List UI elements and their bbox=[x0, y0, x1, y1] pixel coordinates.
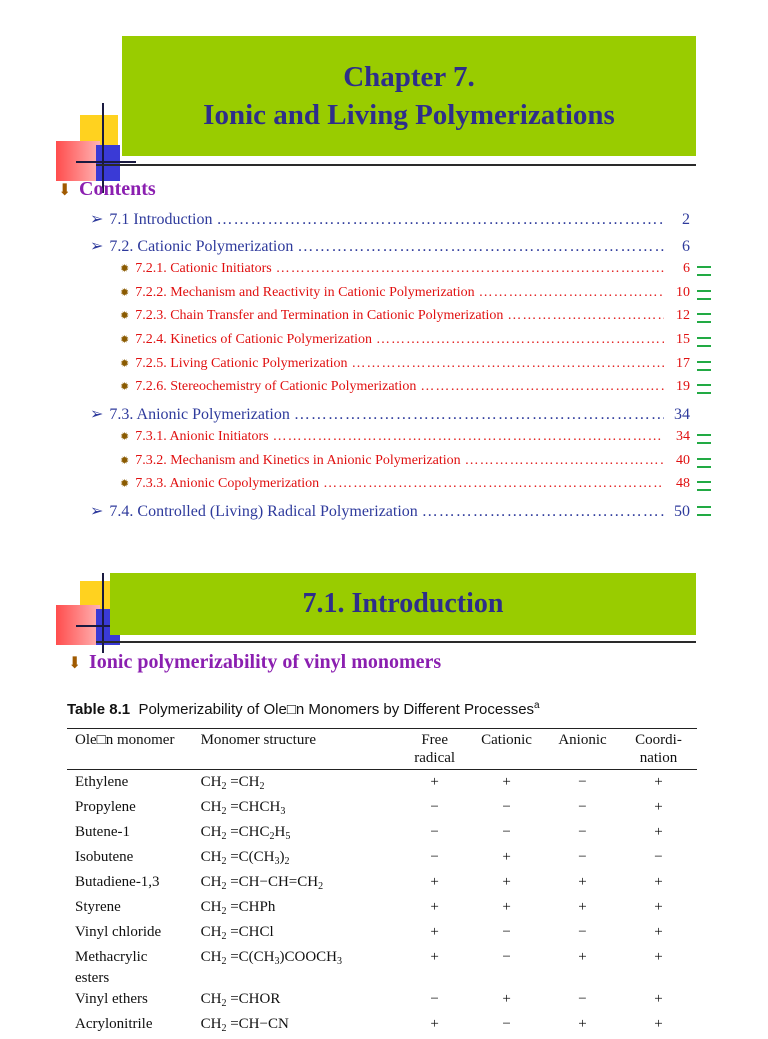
toc-subsection-item[interactable] bbox=[120, 476, 690, 492]
toc-subsection-item[interactable] bbox=[120, 379, 690, 395]
toc-item-page: 15 bbox=[676, 332, 690, 347]
cell-monomer: Butene-1 bbox=[75, 824, 130, 840]
cell-monomer: Propylene bbox=[75, 799, 136, 815]
cell-coordination: + bbox=[654, 1016, 663, 1032]
toc-item-label: 7.3.3. Anionic Copolymerization bbox=[135, 476, 320, 491]
cell-free-radical: + bbox=[430, 899, 439, 915]
toc-item-label: 7.2.3. Chain Transfer and Termination in Cationic Polymerization bbox=[135, 308, 504, 323]
toc-item-page: 19 bbox=[676, 379, 690, 394]
toc-leader-dots bbox=[376, 332, 664, 348]
arrow-down-bullet-icon: ⬇ bbox=[68, 655, 82, 672]
cell-structure bbox=[193, 1014, 402, 1039]
star-bullet-icon: ✹ bbox=[120, 287, 130, 299]
cell-coordination: + bbox=[654, 991, 663, 1007]
cell-structure bbox=[193, 797, 402, 822]
toc-subsection-item[interactable] bbox=[120, 356, 690, 372]
cell-anionic: − bbox=[578, 849, 587, 865]
hyperlink-icon[interactable] bbox=[697, 337, 711, 347]
cell-free-radical: + bbox=[430, 774, 439, 790]
monomer-formula: $CH_2 =CHC_2H_5$ bbox=[200, 824, 291, 842]
toc-subsection-item[interactable] bbox=[120, 429, 690, 445]
cell-anionic: + bbox=[578, 899, 587, 915]
cell-coordination: + bbox=[654, 799, 663, 815]
cell-anionic: + bbox=[578, 949, 587, 965]
hyperlink-icon[interactable] bbox=[697, 266, 711, 276]
cell-structure bbox=[193, 872, 402, 897]
section-title-banner: 7.1. Introduction bbox=[110, 573, 696, 635]
monomer-formula: $CH_2 =CH-CN$ bbox=[200, 1016, 289, 1034]
toc-leader-dots bbox=[479, 285, 664, 301]
toc-item-label: 7.2.2. Mechanism and Reactivity in Cationic Polymerization bbox=[135, 285, 475, 300]
polymerizability-table bbox=[67, 728, 697, 1039]
toc-leader-dots bbox=[420, 379, 664, 395]
toc-item-page: 2 bbox=[682, 211, 690, 228]
cell-cationic: + bbox=[502, 774, 511, 790]
cell-free-radical: − bbox=[430, 991, 439, 1007]
section-rule bbox=[96, 641, 696, 643]
cell-coordination: + bbox=[654, 774, 663, 790]
toc-section-item[interactable] bbox=[90, 209, 690, 229]
toc-item-label: 7.3.2. Mechanism and Kinetics in Anionic Polymerization bbox=[135, 453, 461, 468]
star-bullet-icon: ✹ bbox=[120, 263, 130, 275]
cell-free-radical: + bbox=[430, 949, 439, 965]
title-rule bbox=[96, 164, 696, 166]
monomer-formula: $CH_2$ $=CHCH_3$ bbox=[200, 799, 286, 817]
arrow-right-bullet-icon: ➢ bbox=[90, 211, 104, 228]
toc-leader-dots bbox=[465, 453, 664, 469]
star-bullet-icon: ✹ bbox=[120, 358, 130, 370]
star-bullet-icon: ✹ bbox=[120, 478, 130, 490]
hyperlink-icon[interactable] bbox=[697, 384, 711, 394]
monomer-formula: $CH_2 =CH-CH=CH_2$ bbox=[200, 874, 324, 892]
monomer-formula: $CH_2 =CH_2$ bbox=[200, 774, 265, 792]
cell-cationic: − bbox=[502, 924, 511, 940]
table-row bbox=[67, 872, 697, 897]
cell-structure bbox=[193, 822, 402, 847]
cell-anionic: − bbox=[578, 774, 587, 790]
cell-cationic: + bbox=[502, 874, 511, 890]
toc-leader-dots bbox=[297, 238, 664, 256]
toc-item-label: 7.3. Anionic Polymerization bbox=[109, 406, 290, 423]
cell-free-radical: − bbox=[430, 824, 439, 840]
cell-cationic: + bbox=[502, 899, 511, 915]
arrow-down-bullet-icon: ⬇ bbox=[58, 182, 72, 199]
toc-item-page: 34 bbox=[674, 406, 690, 423]
cell-coordination: + bbox=[654, 874, 663, 890]
cell-cationic: − bbox=[502, 799, 511, 815]
cell-structure bbox=[193, 947, 402, 989]
chapter-title: Chapter 7. bbox=[343, 61, 475, 93]
toc-item-label: 7.2.5. Living Cationic Polymerization bbox=[135, 356, 348, 371]
toc-item-page: 34 bbox=[676, 429, 690, 444]
toc-item-label: 7.1 Introduction bbox=[109, 211, 213, 228]
toc-leader-dots bbox=[352, 356, 664, 372]
monomer-formula: $CH_2$ =CHPh bbox=[200, 899, 276, 917]
toc-item-label: 7.3.1. Anionic Initiators bbox=[135, 429, 269, 444]
section-heading: ⬇ Ionic polymerizability of vinyl monomers bbox=[68, 651, 442, 673]
toc-section-item[interactable] bbox=[90, 404, 690, 424]
toc-item-page: 6 bbox=[682, 238, 690, 255]
cell-anionic: − bbox=[578, 991, 587, 1007]
cell-cationic: − bbox=[502, 949, 511, 965]
toc-leader-dots bbox=[294, 406, 664, 424]
table-row bbox=[67, 922, 697, 947]
cell-monomer: Ethylene bbox=[75, 774, 129, 790]
arrow-right-bullet-icon: ➢ bbox=[90, 503, 104, 520]
col-header-free-radical: Free radical bbox=[414, 732, 456, 766]
cell-free-radical: − bbox=[430, 799, 439, 815]
cell-monomer: Acrylonitrile bbox=[75, 1016, 153, 1032]
toc-item-label: 7.2.6. Stereochemistry of Cationic Polymerization bbox=[135, 379, 417, 394]
toc-item-label: 7.4. Controlled (Living) Radical Polymerization bbox=[109, 503, 418, 520]
toc-item-page: 50 bbox=[674, 503, 690, 520]
cell-monomer: Butadiene-1,3 bbox=[75, 874, 160, 890]
table-row bbox=[67, 947, 697, 989]
cell-anionic: − bbox=[578, 799, 587, 815]
hyperlink-icon[interactable] bbox=[697, 481, 711, 491]
cell-coordination: + bbox=[654, 899, 663, 915]
cell-anionic: + bbox=[578, 1016, 587, 1032]
col-header-anionic: Anionic bbox=[558, 732, 607, 748]
star-bullet-icon: ✹ bbox=[120, 381, 130, 393]
contents-heading: ⬇ Contents bbox=[58, 178, 156, 200]
cell-monomer: Isobutene bbox=[75, 849, 134, 865]
cell-cationic: + bbox=[502, 991, 511, 1007]
hyperlink-icon[interactable] bbox=[697, 458, 711, 468]
cell-monomer: Styrene bbox=[75, 899, 121, 915]
col-header-monomer: Ole□n monomer bbox=[75, 732, 175, 748]
toc-leader-dots bbox=[273, 429, 664, 445]
toc-subsection-item[interactable] bbox=[120, 453, 690, 469]
hyperlink-icon[interactable] bbox=[697, 361, 711, 371]
cell-structure bbox=[193, 922, 402, 947]
toc-leader-dots bbox=[217, 211, 665, 229]
star-bullet-icon: ✹ bbox=[120, 455, 130, 467]
toc-leader-dots bbox=[276, 261, 664, 277]
table-row bbox=[67, 1014, 697, 1039]
arrow-right-bullet-icon: ➢ bbox=[90, 406, 104, 423]
cell-structure bbox=[193, 897, 402, 922]
cell-cationic: − bbox=[502, 824, 511, 840]
cell-coordination: + bbox=[654, 949, 663, 965]
chapter-subtitle: Ionic and Living Polymerizations bbox=[203, 99, 615, 131]
toc-subsection-item[interactable] bbox=[120, 285, 690, 301]
monomer-formula: $CH_2$ $=C(CH_3)COOCH_3$ bbox=[200, 949, 342, 967]
cell-free-radical: + bbox=[430, 874, 439, 890]
monomer-formula: $CH_2$ =CHOR bbox=[200, 991, 281, 1009]
cell-free-radical: − bbox=[430, 849, 439, 865]
table-row bbox=[67, 847, 697, 872]
hyperlink-icon[interactable] bbox=[697, 434, 711, 444]
table-caption: Table 8.1 Polymerizability of Ole□n Monomers by Different Processes$^a$ bbox=[67, 700, 540, 718]
cell-coordination: + bbox=[654, 824, 663, 840]
hyperlink-icon[interactable] bbox=[697, 506, 711, 516]
toc-subsection-item[interactable] bbox=[120, 308, 690, 324]
toc-item-page: 6 bbox=[683, 261, 690, 276]
toc-leader-dots bbox=[422, 503, 664, 521]
star-bullet-icon: ✹ bbox=[120, 334, 130, 346]
toc-subsection-item[interactable] bbox=[120, 332, 690, 348]
toc-item-label: 7.2.1. Cationic Initiators bbox=[135, 261, 272, 276]
cell-cationic: + bbox=[502, 849, 511, 865]
cell-anionic: + bbox=[578, 874, 587, 890]
toc-item-page: 40 bbox=[676, 453, 690, 468]
col-header-structure: Monomer structure bbox=[200, 732, 316, 748]
table-row bbox=[67, 822, 697, 847]
cell-anionic: − bbox=[578, 924, 587, 940]
table-row bbox=[67, 897, 697, 922]
toc-item-label: 7.2.4. Kinetics of Cationic Polymerization bbox=[135, 332, 373, 347]
arrow-right-bullet-icon: ➢ bbox=[90, 238, 104, 255]
col-header-coordination: Coordi- nation bbox=[635, 732, 682, 766]
cell-free-radical: + bbox=[430, 1016, 439, 1032]
monomer-formula: $CH_2$ =CHCl bbox=[200, 924, 274, 942]
toc-item-page: 10 bbox=[676, 285, 690, 300]
cell-cationic: − bbox=[502, 1016, 511, 1032]
cell-structure bbox=[193, 989, 402, 1014]
toc-item-page: 12 bbox=[676, 308, 690, 323]
chapter-title-banner bbox=[122, 36, 696, 156]
toc-subsection-item[interactable] bbox=[120, 261, 690, 277]
toc-section-item[interactable] bbox=[90, 236, 690, 256]
toc-leader-dots bbox=[323, 476, 664, 492]
toc-leader-dots bbox=[507, 308, 664, 324]
monomer-formula: $CH_2 =C(CH_3)_2$ bbox=[200, 849, 290, 867]
table-header-row bbox=[67, 729, 697, 770]
col-header-cationic: Cationic bbox=[481, 732, 532, 748]
cell-structure bbox=[193, 770, 402, 798]
cell-coordination: − bbox=[654, 849, 663, 865]
toc-item-page: 17 bbox=[676, 356, 690, 371]
cell-coordination: + bbox=[654, 924, 663, 940]
toc-section-item[interactable] bbox=[90, 501, 690, 521]
toc-item-page: 48 bbox=[676, 476, 690, 491]
table-row bbox=[67, 797, 697, 822]
star-bullet-icon: ✹ bbox=[120, 310, 130, 322]
cell-structure bbox=[193, 847, 402, 872]
hyperlink-icon[interactable] bbox=[697, 313, 711, 323]
cell-monomer: Methacrylic esters bbox=[75, 949, 148, 986]
cell-anionic: − bbox=[578, 824, 587, 840]
cell-monomer: Vinyl chloride bbox=[75, 924, 162, 940]
table-row bbox=[67, 989, 697, 1014]
hyperlink-icon[interactable] bbox=[697, 290, 711, 300]
cell-free-radical: + bbox=[430, 924, 439, 940]
cell-monomer: Vinyl ethers bbox=[75, 991, 148, 1007]
table-row bbox=[67, 770, 697, 798]
star-bullet-icon: ✹ bbox=[120, 431, 130, 443]
toc-item-label: 7.2. Cationic Polymerization bbox=[109, 238, 294, 255]
